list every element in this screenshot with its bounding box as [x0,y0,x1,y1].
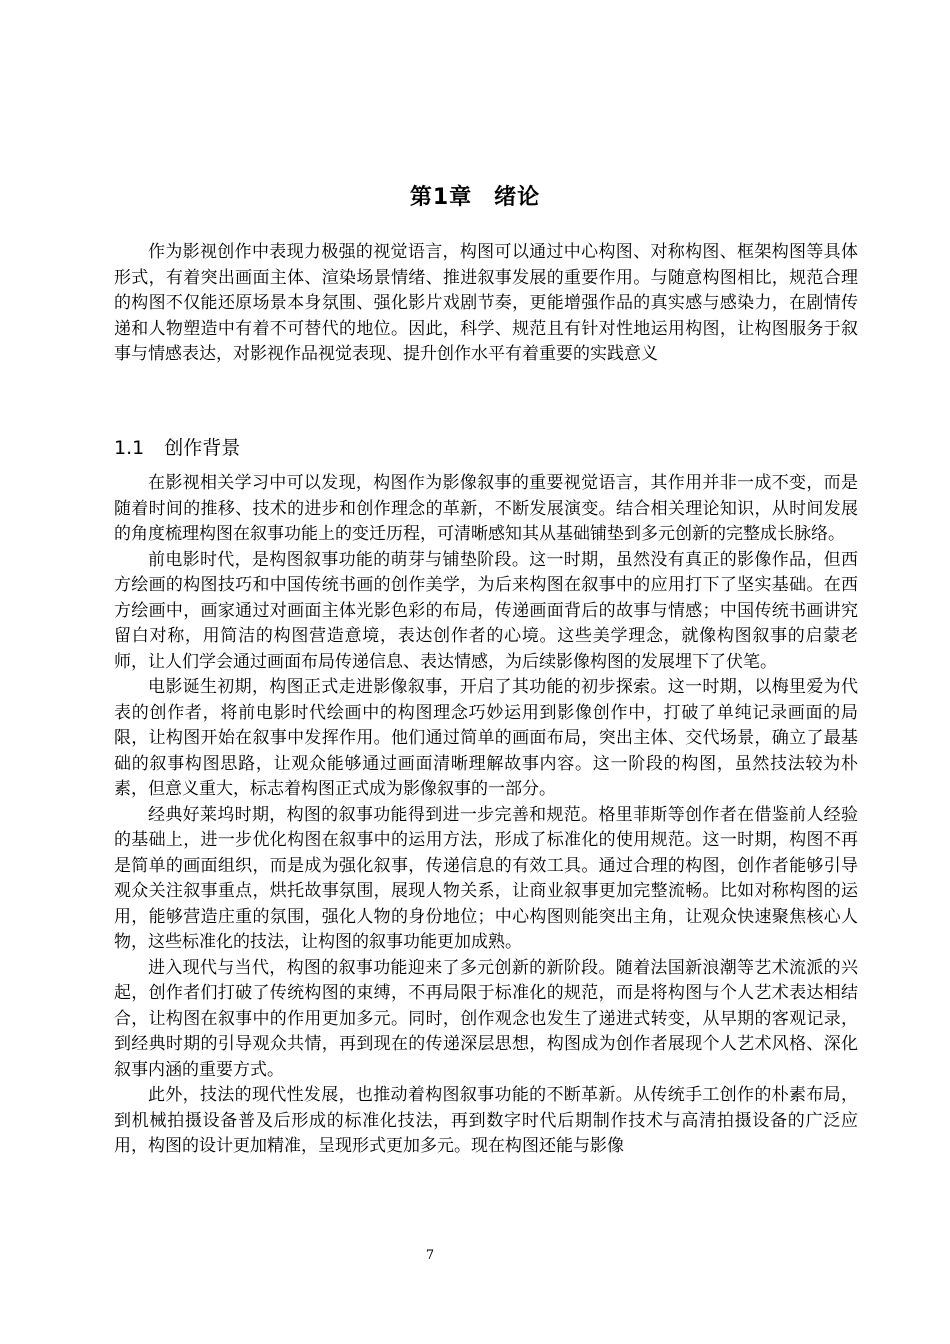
body-paragraph: 经典好莱坞时期，构图的叙事功能得到进一步完善和规范。格里菲斯等创作者在借鉴前人经验的基础上，进一步优化构图在叙事中的运用方法，形成了标准化的使用规范。这一时期，构图不再是简单的画面组织，而是成为强化叙事，传递信息的有效工具。通过合理的构图，创作者能够引导观众关注叙事重点，烘托故事氛围，展现人物关系，让商业叙事更加完整流畅。比如对称构图的运用，能够营造庄重的氛围，强化人物的身份地位；中心构图则能突出主角，让观众快速聚焦核心人物，这些标准化的技法，让构图的叙事功能更加成熟。 [114,804,858,952]
chapter-title [0,180,950,211]
chapter-number: 第1章 [409,185,473,210]
section-heading [114,433,240,460]
section-body [114,471,858,1160]
intro-paragraph: 作为影视创作中表现力极强的视觉语言，构图可以通过中心构图、对称构图、框架构图等具体形式，有着突出画面主体、渲染场景情绪、推进叙事发展的重要作用。与随意构图相比，规范合理的构图不仅能还原场景本身氛围、强化影片戏剧节奏，更能增强作品的真实感与感染力，在剧情传递和人物塑造中有着不可替代的地位。因此，科学、规范且有针对性地运用构图，让构图服务于叙事与情感表达，对影视作品视觉表现、提升创作水平有着重要的实践意义 [114,242,858,364]
intro-section [114,240,858,368]
section-title: 创作背景 [164,437,241,459]
body-paragraph: 在影视相关学习中可以发现，构图作为影像叙事的重要视觉语言，其作用并非一成不变，而是随着时间的推移、技术的进步和创作理念的革新，不断发展演变。结合相关理论知识，从时间发展的角度梳理构图在叙事功能上的变迁历程，可清晰感知其从基础铺垫到多元创新的完整成长脉络。 [114,473,858,544]
page-number: 7 [425,1248,435,1263]
section-number: 1.1 [114,437,145,459]
body-paragraph: 电影诞生初期，构图正式走进影像叙事，开启了其功能的初步探索。这一时期，以梅里爱为代表的创作者，将前电影时代绘画中的构图理念巧妙运用到影像创作中，打破了单纯记录画面的局限，让构图开始在叙事中发挥作用。他们通过简单的画面布局，突出主体、交代场景，确立了最基础的叙事构图思路，让观众能够通过画面清晰理解故事内容。这一阶段的构图，虽然技法较为朴素，但意义重大，标志着构图正式成为影像叙事的一部分。 [114,677,858,799]
body-paragraph: 此外，技法的现代性发展，也推动着构图叙事功能的不断革新。从传统手工创作的朴素布局，到机械拍摄设备普及后形成的标准化技法，再到数字时代后期制作技术与高清拍摄设备的广泛应用，构图的设计更加精准，呈现形式更加多元。现在构图还能与影像 [114,1085,858,1156]
body-paragraph: 进入现代与当代，构图的叙事功能迎来了多元创新的新阶段。随着法国新浪潮等艺术流派的兴起，创作者们打破了传统构图的束缚，不再局限于标准化的规范，而是将构图与个人艺术表达相结合，让构图在叙事中的作用更加多元。同时，创作观念也发生了递进式转变，从早期的客观记录，到经典时期的引导观众共情，再到现在的传递深层思想，构图成为创作者展现个人艺术风格、深化叙事内涵的重要方式。 [114,957,858,1080]
chapter-title-text: 绪论 [494,185,541,210]
body-paragraph: 前电影时代，是构图叙事功能的萌芽与铺垫阶段。这一时期，虽然没有真正的影像作品，但西方绘画的构图技巧和中国传统书画的创作美学，为后来构图在叙事中的应用打下了坚实基础。在西方绘画中，画家通过对画面主体光影色彩的布局，传递画面背后的故事与情感；中国传统书画讲究留白对称，用简洁的构图营造意境，表达创作者的心境。这些美学理念，就像构图叙事的启蒙老师，让人们学会通过画面布局传递信息、表达情感，为后续影像构图的发展埋下了伏笔。 [114,549,858,672]
